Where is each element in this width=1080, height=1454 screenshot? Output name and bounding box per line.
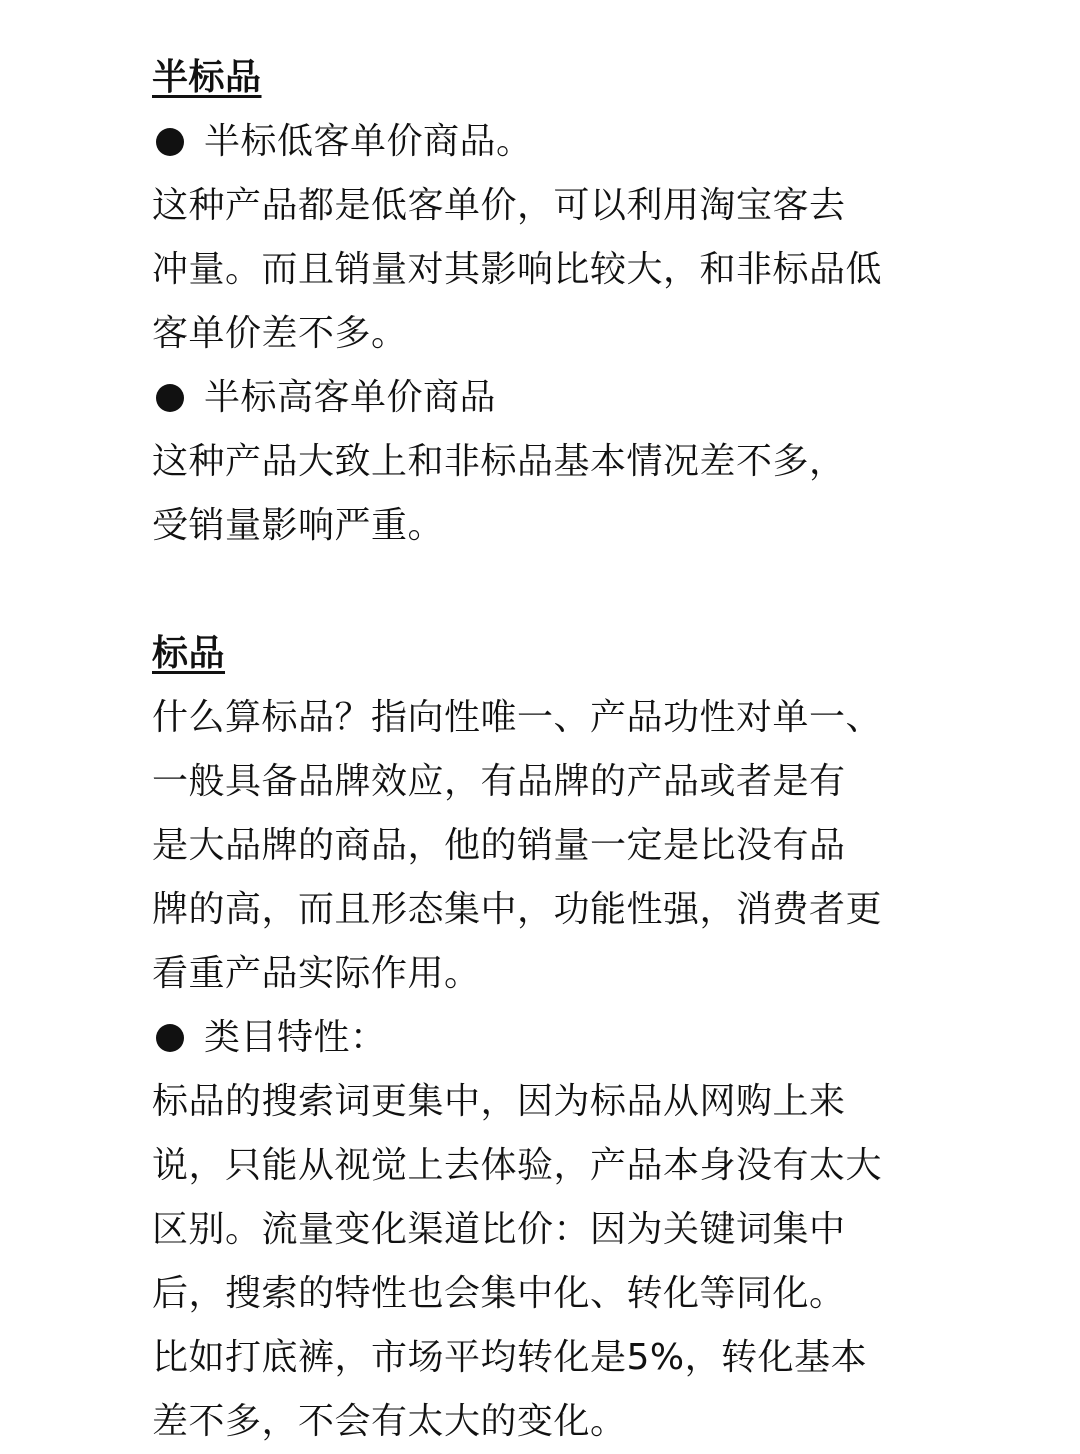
bullet-text: 半标低客单价商品。 bbox=[204, 121, 533, 162]
paragraph-line: 区别。流量变化渠道比价：因为关键词集中 bbox=[152, 1209, 846, 1250]
bullet-text: 半标高客单价商品 bbox=[204, 377, 497, 418]
paragraph-line: 标品的搜索词更集中，因为标品从网购上来 bbox=[152, 1081, 846, 1122]
bullet-dot-icon bbox=[156, 1024, 184, 1052]
paragraph-line: 这种产品大致上和非标品基本情况差不多， bbox=[152, 441, 846, 482]
paragraph-line: 差不多，不会有太大的变化。 bbox=[152, 1401, 627, 1442]
paragraph-line: 客单价差不多。 bbox=[152, 313, 408, 354]
paragraph-line: 是大品牌的商品，他的销量一定是比没有品 bbox=[152, 825, 846, 866]
section-heading-semi-standard: 半标品 bbox=[152, 57, 262, 98]
bullet-item-low-price bbox=[152, 110, 942, 174]
bullet-item-high-price bbox=[152, 366, 942, 430]
paragraph-line: 受销量影响严重。 bbox=[152, 505, 445, 546]
bullet-dot-icon bbox=[156, 384, 184, 412]
paragraph-line: 比如打底裤，市场平均转化是5%，转化基本 bbox=[152, 1337, 868, 1378]
paragraph-line: 这种产品都是低客单价，可以利用淘宝客去 bbox=[152, 185, 846, 226]
bullet-text: 类目特性： bbox=[204, 1017, 387, 1058]
bullet-item-category-traits bbox=[152, 1006, 942, 1070]
paragraph-line: 什么算标品？指向性唯一、产品功性对单一、 bbox=[152, 697, 883, 738]
bullet-dot-icon bbox=[156, 128, 184, 156]
paragraph-line: 牌的高，而且形态集中，功能性强，消费者更 bbox=[152, 889, 883, 930]
section-heading-standard: 标品 bbox=[152, 633, 226, 674]
paragraph-line: 说，只能从视觉上去体验，产品本身没有太大 bbox=[152, 1145, 883, 1186]
paragraph-line: 后，搜索的特性也会集中化、转化等同化。 bbox=[152, 1273, 846, 1314]
paragraph-line: 看重产品实际作用。 bbox=[152, 953, 481, 994]
section-spacer bbox=[152, 558, 942, 622]
paragraph-line: 一般具备品牌效应，有品牌的产品或者是有 bbox=[152, 761, 846, 802]
article-body bbox=[152, 46, 942, 1454]
paragraph-line: 冲量。而且销量对其影响比较大，和非标品低 bbox=[152, 249, 883, 290]
